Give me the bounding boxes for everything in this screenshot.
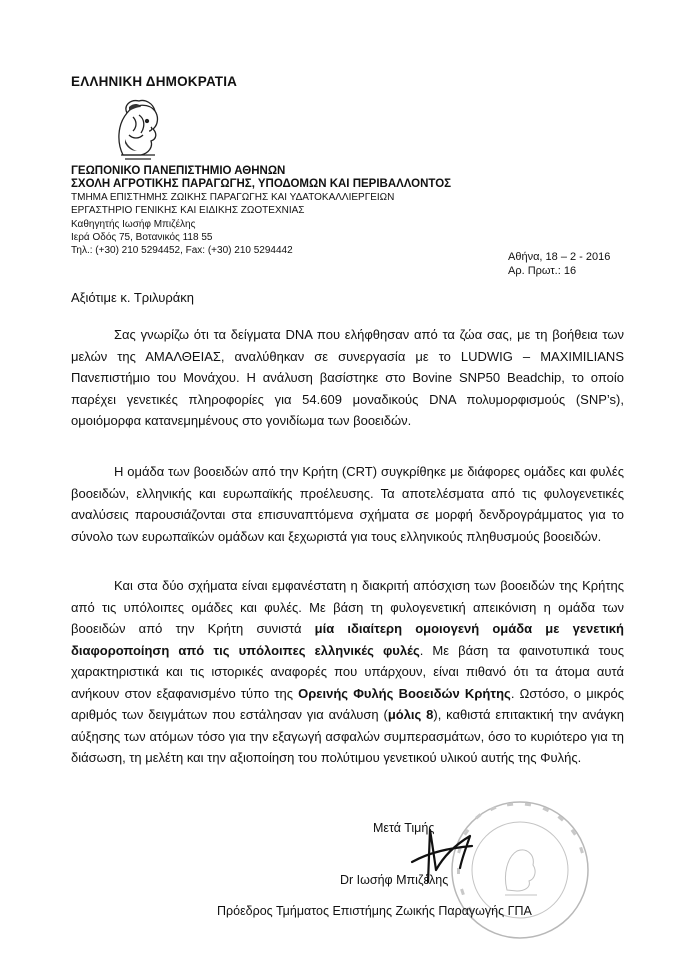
school-name: ΣΧΟΛΗ ΑΓΡΟΤΙΚΗΣ ΠΑΡΑΓΩΓΗΣ, ΥΠΟΔΟΜΩΝ ΚΑΙ ΠΕΡΙΒΑΛΛΟΝΤΟΣ xyxy=(71,178,452,190)
paragraph-1: Σας γνωρίζω ότι τα δείγματα DNA που ελήφθησαν από τα ζώα σας, με τη βοήθεια των μελών της ΑΜΑΛΘΕΙΑΣ, αναλύθηκαν σε συνεργασία με το LUDWIG – MAXIMILIANS Πανεπιστήμιο του Μονάχου. Η ανάλυση βασίστηκε στο Bovine SNP50 Beadchip, το οποίο παρέχει γενετικές πληροφορίες για 54.609 μοναδικούς DNA πολυμορφισμούς (SNP’s), ομοιόμορφα κατανεμημένους στο γονιδίωμα των βοοειδών. xyxy=(71,327,624,428)
protocol-number: Αρ. Πρωτ.: 16 xyxy=(508,265,577,277)
paragraph-3-bold: Ορεινής Φυλής Βοοειδών Κρήτης xyxy=(298,685,511,701)
signer-title: Πρόεδρος Τμήματος Επιστήμης Ζωικής Παραγωγής ΓΠΑ xyxy=(217,904,532,918)
paragraph-2: Η ομάδα των βοοειδών από την Κρήτη (CRT) συγκρίθηκε με διάφορες ομάδες και φυλές βοοειδών, ελληνικής και ευρωπαϊκής προέλευσης. Τα αποτελέσματα από τις φυλογενετικές αναλύσεις παρουσιάζονται στα επισυναπτόμενα σχήματα σε μορφή δενδρογράμματος για το σύνολο των ευρωπαϊκών ομάδων και ξεχωριστά για τους ελληνικούς πληθυσμούς βοοειδών. xyxy=(71,464,624,544)
closing-phrase: Μετά Τιμής xyxy=(373,821,435,835)
paragraph-3-text: . Ωστόσο, ο μικρός αριθμός των δειγμάτων που εστάλησαν για ανάλυση ( xyxy=(71,685,624,722)
paragraph-3-bold: μία ιδιαίτερη ομοιογενή ομάδα με γενετική διαφοροποίηση από τις υπόλοιπες ελληνικές φυλές xyxy=(71,621,624,658)
paragraph-3 xyxy=(71,575,624,769)
paragraph-3-text: Και στα δύο σχήματα είναι εμφανέστατη η διακριτή απόσχιση των βοοειδών της Κρήτης από τις υπόλοιπες ομάδες και φυλές. Με βάση τη φυλογενετική απεικόνιση η ομάδα των βοοειδών από την Κρήτη συνιστά xyxy=(71,578,624,636)
paragraph-3-text: . Με βάση τα φαινοτυπικά τους χαρακτηριστικά και τις ιστορικές αναφορές που υπάρχουν, είναι πιθανό ότι τα άτομα αυτά ανήκουν στον εξαφανισμένο τύπο της xyxy=(71,642,624,701)
letter-date: Αθήνα, 18 – 2 - 2016 xyxy=(508,251,611,263)
laboratory-name: ΕΡΓΑΣΤΗΡΙΟ ΓΕΝΙΚΗΣ ΚΑΙ ΕΙΔΙΚΗΣ ΖΩΟΤΕΧΝΙΑΣ xyxy=(71,205,305,216)
signer-name: Dr Ιωσήφ Μπιζέλης xyxy=(340,873,449,887)
paragraph-3-bold: μόλις 8 xyxy=(387,707,434,722)
athena-head-emblem-icon xyxy=(103,95,173,165)
address: Ιερά Οδός 75, Βοτανικός 118 55 xyxy=(71,232,213,243)
salutation: Αξιότιμε κ. Τριλυράκη xyxy=(71,290,194,305)
contact-info: Τηλ.: (+30) 210 5294452, Fax: (+30) 210 5294442 xyxy=(71,245,293,256)
professor-name: Καθηγητής Ιωσήφ Μπιζέλης xyxy=(71,219,196,230)
department-name: ΤΜΗΜΑ ΕΠΙΣΤΗΜΗΣ ΖΩΙΚΗΣ ΠΑΡΑΓΩΓΗΣ ΚΑΙ ΥΔΑΤΟΚΑΛΛΙΕΡΓΕΙΩΝ xyxy=(71,192,395,203)
university-name: ΓΕΩΠΟΝΙΚΟ ΠΑΝΕΠΙΣΤΗΜΙΟ ΑΘΗΝΩΝ xyxy=(71,165,286,177)
paragraph-3-text: ), καθιστά επιτακτική την ανάγκη αύξησης των ατόμων τόσο για την εξαγωγή ασφαλών συμπερασμάτων, όσο το κυριότερο για τη διάσωση, τη μελέτη και την αξιοποίηση του πολύτιμου γενετικού υλικού αυτής της Φυλής. xyxy=(71,707,625,765)
country-title: ΕΛΛΗΝΙΚΗ ΔΗΜΟΚΡΑΤΙΑ xyxy=(71,74,238,89)
